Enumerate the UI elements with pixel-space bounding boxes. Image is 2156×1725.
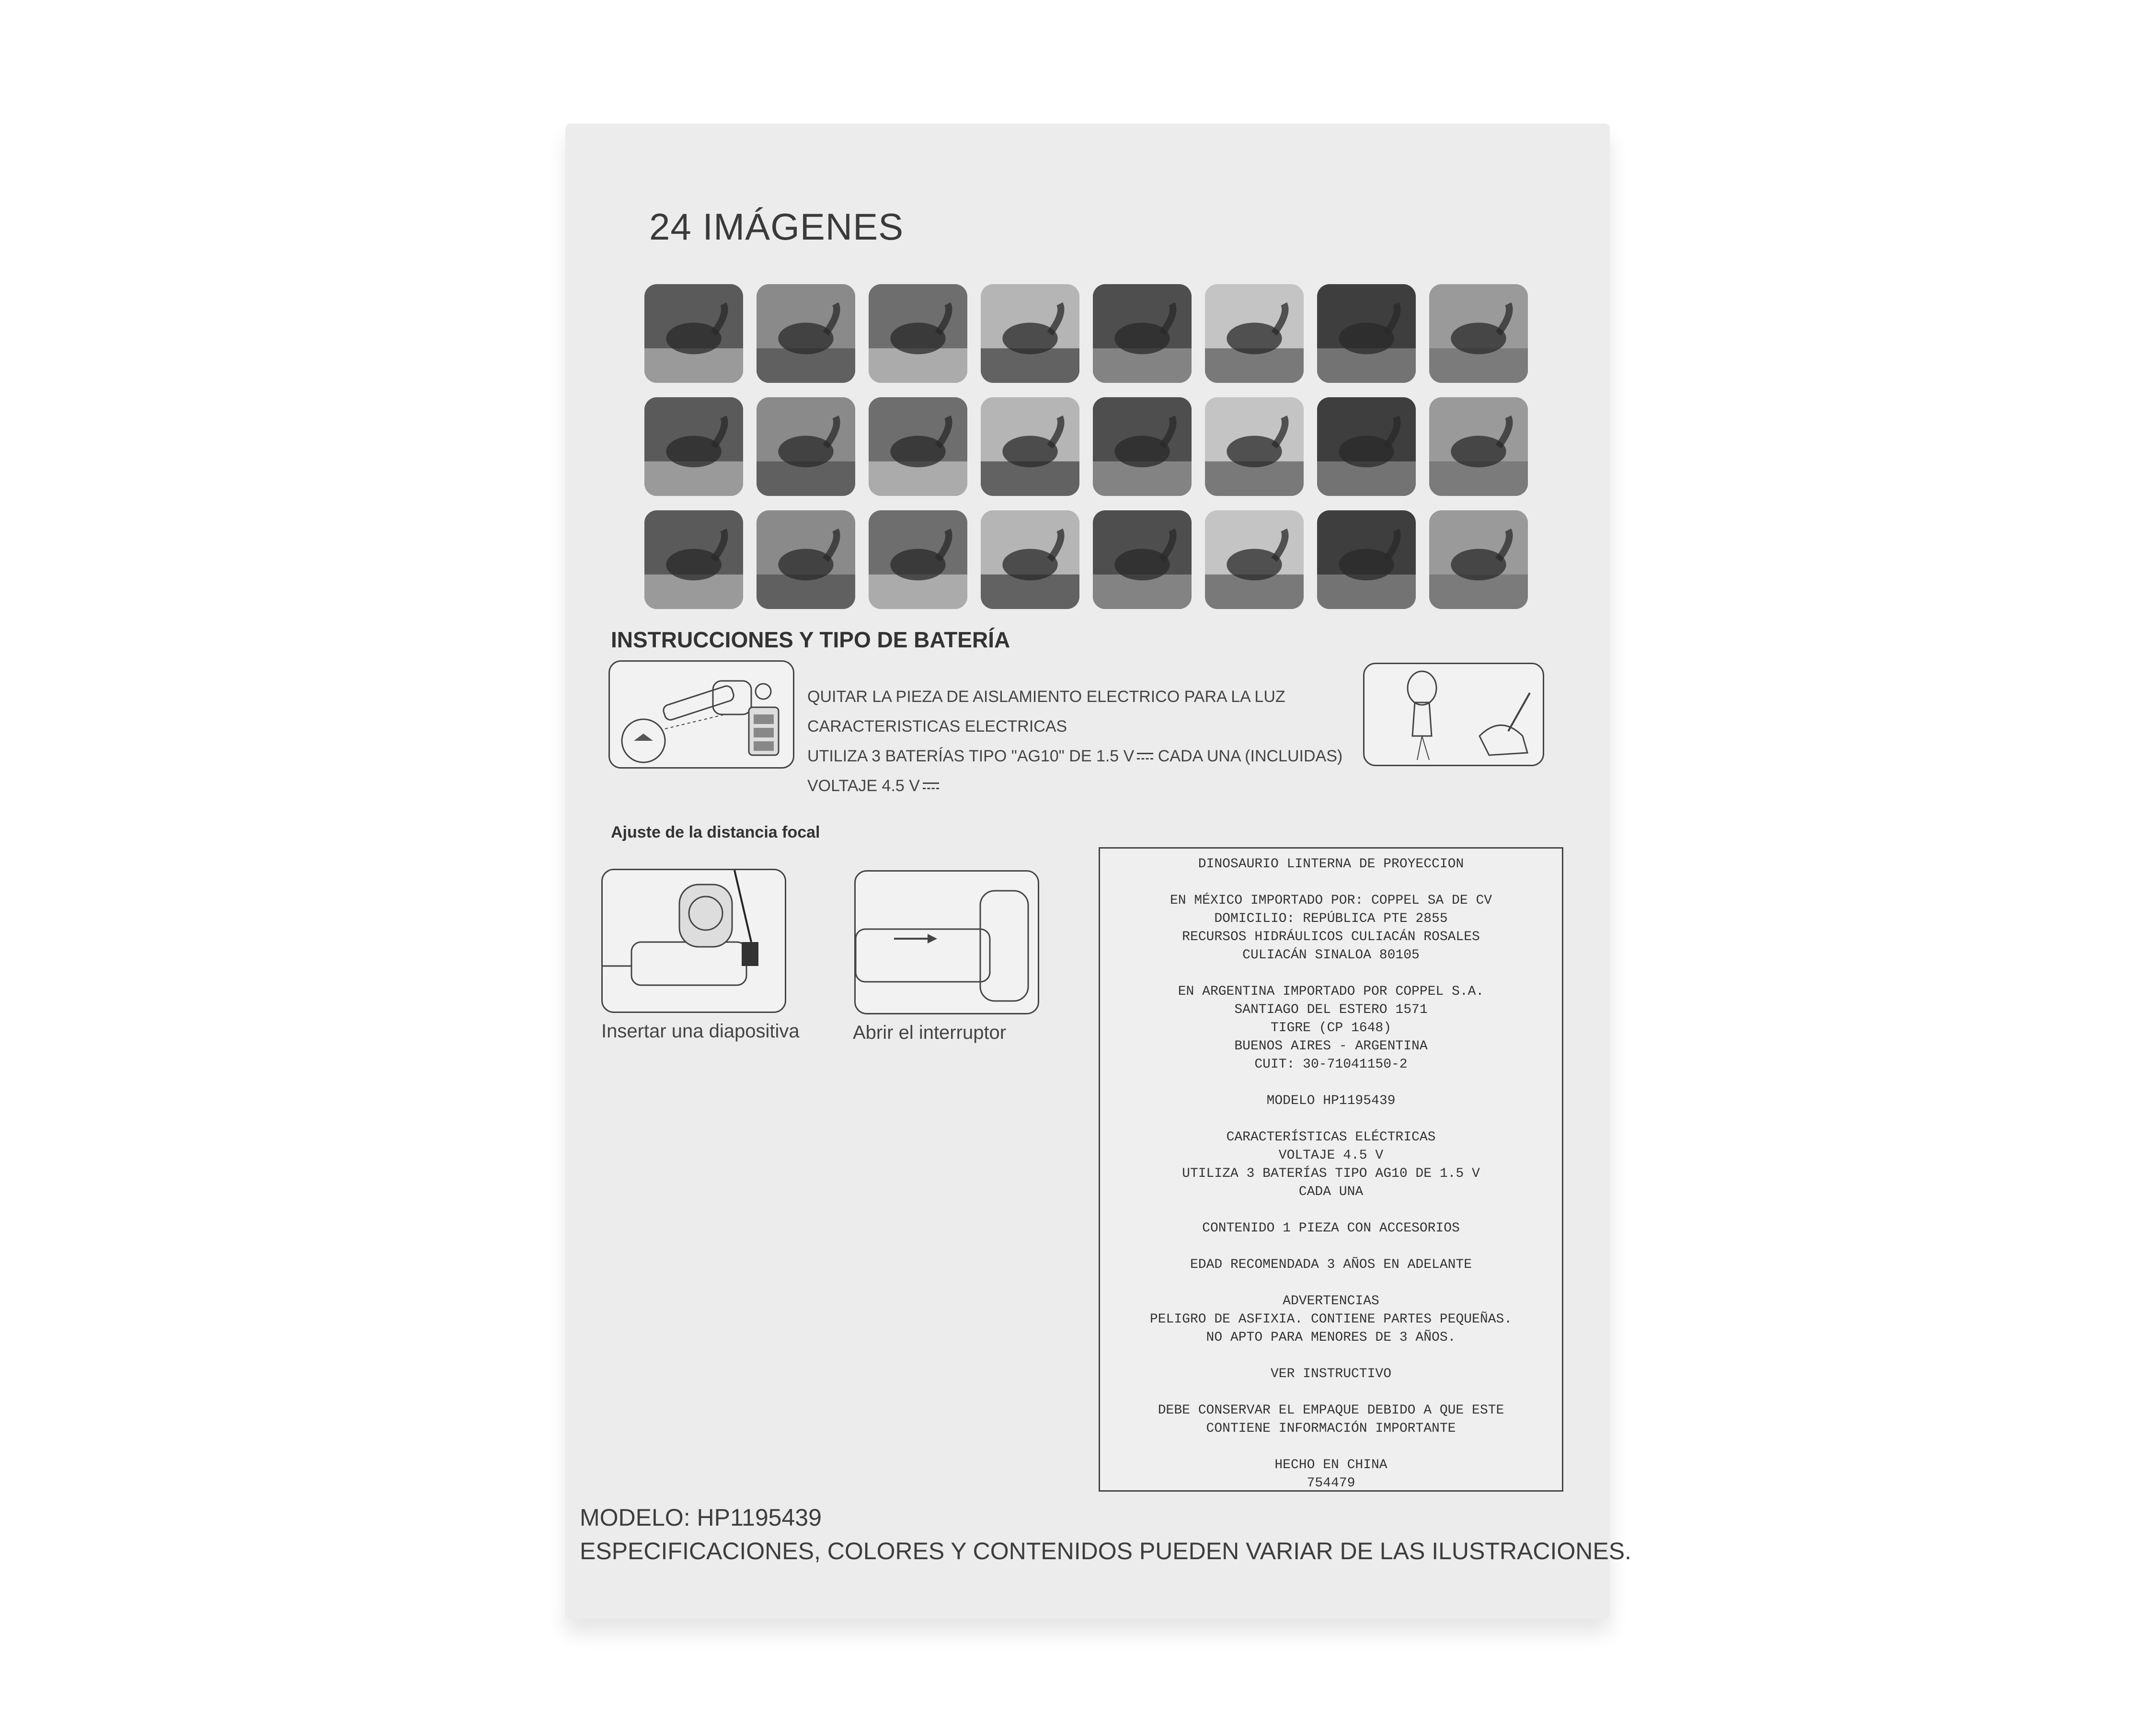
t-rex-image-illustration xyxy=(981,397,1079,496)
label-line: VER INSTRUCTIVO xyxy=(1270,1367,1392,1381)
instruction-line-4-text: VOLTAJE 4.5 V xyxy=(807,777,920,795)
battery-diagram-illustration xyxy=(610,662,793,767)
instruction-line-1: QUITAR LA PIEZA DE AISLAMIENTO ELECTRICO PARA LA LUZ xyxy=(807,688,1285,706)
triceratops-image-illustration xyxy=(1093,284,1192,383)
label-line xyxy=(1100,1347,1562,1365)
label-line: UTILIZA 3 BATERÍAS TIPO AG10 DE 1.5 V xyxy=(1182,1166,1480,1181)
carnotaurus-image xyxy=(1205,510,1304,609)
label-line: CARACTERÍSTICAS ELÉCTRICAS xyxy=(1226,1130,1436,1145)
raptor-image-illustration xyxy=(1093,510,1192,609)
sea-turtle-image xyxy=(757,284,855,383)
ankylosaur-image xyxy=(1205,397,1304,496)
insert-slide-illustration xyxy=(603,870,785,1012)
open-switch-illustration xyxy=(856,872,1038,1013)
dinosaur-herd-image-illustration xyxy=(869,397,967,496)
label-line: BUENOS AIRES - ARGENTINA xyxy=(1234,1039,1428,1054)
ichthyosaur-image-illustration xyxy=(869,284,967,383)
seal-underwater-image xyxy=(1317,284,1416,383)
label-line: CULIACÁN SINALOA 80105 xyxy=(1242,948,1420,963)
insert-slide-caption: Insertar una diapositiva xyxy=(601,1021,800,1042)
plesiosaurs-image-illustration xyxy=(757,397,855,496)
dinosaur-grazing-image-illustration xyxy=(757,510,855,609)
label-line: HECHO EN CHINA xyxy=(1274,1458,1388,1472)
t-rex-image xyxy=(981,397,1079,496)
pterosaur-image xyxy=(1205,284,1304,383)
raptor-image xyxy=(1093,510,1192,609)
label-line: CUIT: 30-71041150-2 xyxy=(1254,1057,1408,1072)
label-line: DINOSAURIO LINTERNA DE PROYECCION xyxy=(1198,857,1464,872)
long-neck-dinosaur-image xyxy=(869,510,967,609)
ichthyosaur-image xyxy=(869,284,967,383)
projection-diagram xyxy=(1363,663,1544,766)
pteranodon-image-illustration xyxy=(1317,510,1416,609)
label-line: EN MÉXICO IMPORTADO POR: COPPEL SA DE CV xyxy=(1170,893,1492,908)
forest-dinosaurs-image-illustration xyxy=(1093,397,1192,496)
flashlight-projection-illustration xyxy=(1365,664,1543,765)
armored-dinosaur-image-illustration xyxy=(1317,397,1416,496)
label-line: CONTIENE INFORMACIÓN IMPORTANTE xyxy=(1206,1421,1456,1436)
dinosaur-grazing-image xyxy=(757,510,855,609)
label-line: VOLTAJE 4.5 V xyxy=(1278,1148,1384,1163)
instruction-line-3 xyxy=(807,741,1342,771)
footer-specs: ESPECIFICACIONES, COLORES Y CONTENIDOS PUEDEN VARIAR DE LAS ILUSTRACIONES. xyxy=(580,1538,1631,1564)
label-line xyxy=(1100,965,1562,983)
triceratops-head-image-illustration xyxy=(981,510,1079,609)
label-line: CONTENIDO 1 PIEZA CON ACCESORIOS xyxy=(1202,1221,1460,1236)
label-line: NO APTO PARA MENORES DE 3 AÑOS. xyxy=(1206,1330,1456,1345)
pterodactyl-image xyxy=(1429,284,1528,383)
label-line xyxy=(1100,1274,1562,1292)
label-line: DOMICILIO: REPÚBLICA PTE 2855 xyxy=(1214,911,1448,926)
label-line xyxy=(1100,1238,1562,1256)
label-line: SANTIAGO DEL ESTERO 1571 xyxy=(1234,1002,1428,1017)
instruction-line-2: CARACTERISTICAS ELECTRICAS xyxy=(807,717,1067,736)
carnotaurus-image-illustration xyxy=(1205,510,1304,609)
package-back-sheet xyxy=(565,124,1631,1619)
instruction-line-3-text: UTILIZA 3 BATERÍAS TIPO "AG10" DE 1.5 V xyxy=(807,747,1135,765)
dinosaur-herd-image xyxy=(869,397,967,496)
plesiosaurs-image xyxy=(757,397,855,496)
long-neck-dinosaur-image-illustration xyxy=(869,510,967,609)
label-line: 754479 xyxy=(1307,1476,1355,1491)
instructions-title: INSTRUCCIONES Y TIPO DE BATERÍA xyxy=(611,627,1010,652)
footer-model: MODELO: HP1195439 xyxy=(580,1504,822,1531)
insert-slide-diagram xyxy=(601,869,786,1013)
dinosaur-eye-image xyxy=(1429,510,1528,609)
open-switch-caption: Abrir el interruptor xyxy=(853,1022,1007,1043)
ankylosaur-image-illustration xyxy=(1205,397,1304,496)
label-line xyxy=(1100,1201,1562,1219)
label-line: PELIGRO DE ASFIXIA. CONTIENE PARTES PEQUEÑAS. xyxy=(1149,1312,1513,1327)
battery-diagram xyxy=(608,660,794,769)
dinosaur-eye-image-illustration xyxy=(1429,510,1528,609)
sea-turtle-image-illustration xyxy=(757,284,855,383)
triceratops-fight-image xyxy=(644,284,743,383)
pterodactyl-image-illustration xyxy=(1429,284,1528,383)
triceratops-image xyxy=(1093,284,1192,383)
label-line xyxy=(1100,1438,1562,1456)
product-label xyxy=(1099,847,1563,1492)
armored-dinosaur-image xyxy=(1317,397,1416,496)
dc-symbol-icon xyxy=(923,782,939,792)
brachiosaurus-image xyxy=(981,284,1079,383)
label-line xyxy=(1100,1383,1562,1402)
open-switch-diagram xyxy=(854,870,1039,1014)
dc-symbol-icon xyxy=(1137,753,1153,762)
images-title: 24 IMÁGENES xyxy=(649,206,904,248)
label-line: RECURSOS HIDRÁULICOS CULIACÁN ROSALES xyxy=(1182,930,1480,944)
label-line: ADVERTENCIAS xyxy=(1283,1294,1379,1309)
stegosaurus-image-illustration xyxy=(1429,397,1528,496)
stegosaurus-image xyxy=(1429,397,1528,496)
label-line: EN ARGENTINA IMPORTADO POR COPPEL S.A. xyxy=(1178,984,1484,999)
pterosaur-image-illustration xyxy=(1205,284,1304,383)
image-grid xyxy=(644,284,1531,615)
triceratops-fight-image-illustration xyxy=(644,284,743,383)
label-line: EDAD RECOMENDADA 3 AÑOS EN ADELANTE xyxy=(1190,1257,1472,1272)
forest-dinosaurs-image xyxy=(1093,397,1192,496)
triceratops-head-image xyxy=(981,510,1079,609)
spinosaurus-image-illustration xyxy=(644,510,743,609)
dinosaur-skeleton-image xyxy=(644,397,743,496)
pteranodon-image xyxy=(1317,510,1416,609)
label-line: MODELO HP1195439 xyxy=(1266,1093,1396,1108)
label-line xyxy=(1100,1074,1562,1092)
label-line: TIGRE (CP 1648) xyxy=(1270,1021,1392,1035)
seal-underwater-image-illustration xyxy=(1317,284,1416,383)
label-line xyxy=(1100,874,1562,892)
dinosaur-skeleton-image-illustration xyxy=(644,397,743,496)
label-line xyxy=(1100,1110,1562,1128)
instructions-text xyxy=(807,682,1342,801)
brachiosaurus-image-illustration xyxy=(981,284,1079,383)
focal-title: Ajuste de la distancia focal xyxy=(611,823,820,841)
instruction-line-3-suffix: CADA UNA (INCLUIDAS) xyxy=(1158,747,1343,765)
label-line: CADA UNA xyxy=(1298,1184,1364,1199)
spinosaurus-image xyxy=(644,510,743,609)
instruction-line-4 xyxy=(807,771,1342,801)
label-line: DEBE CONSERVAR EL EMPAQUE DEBIDO A QUE ESTE xyxy=(1158,1403,1504,1418)
